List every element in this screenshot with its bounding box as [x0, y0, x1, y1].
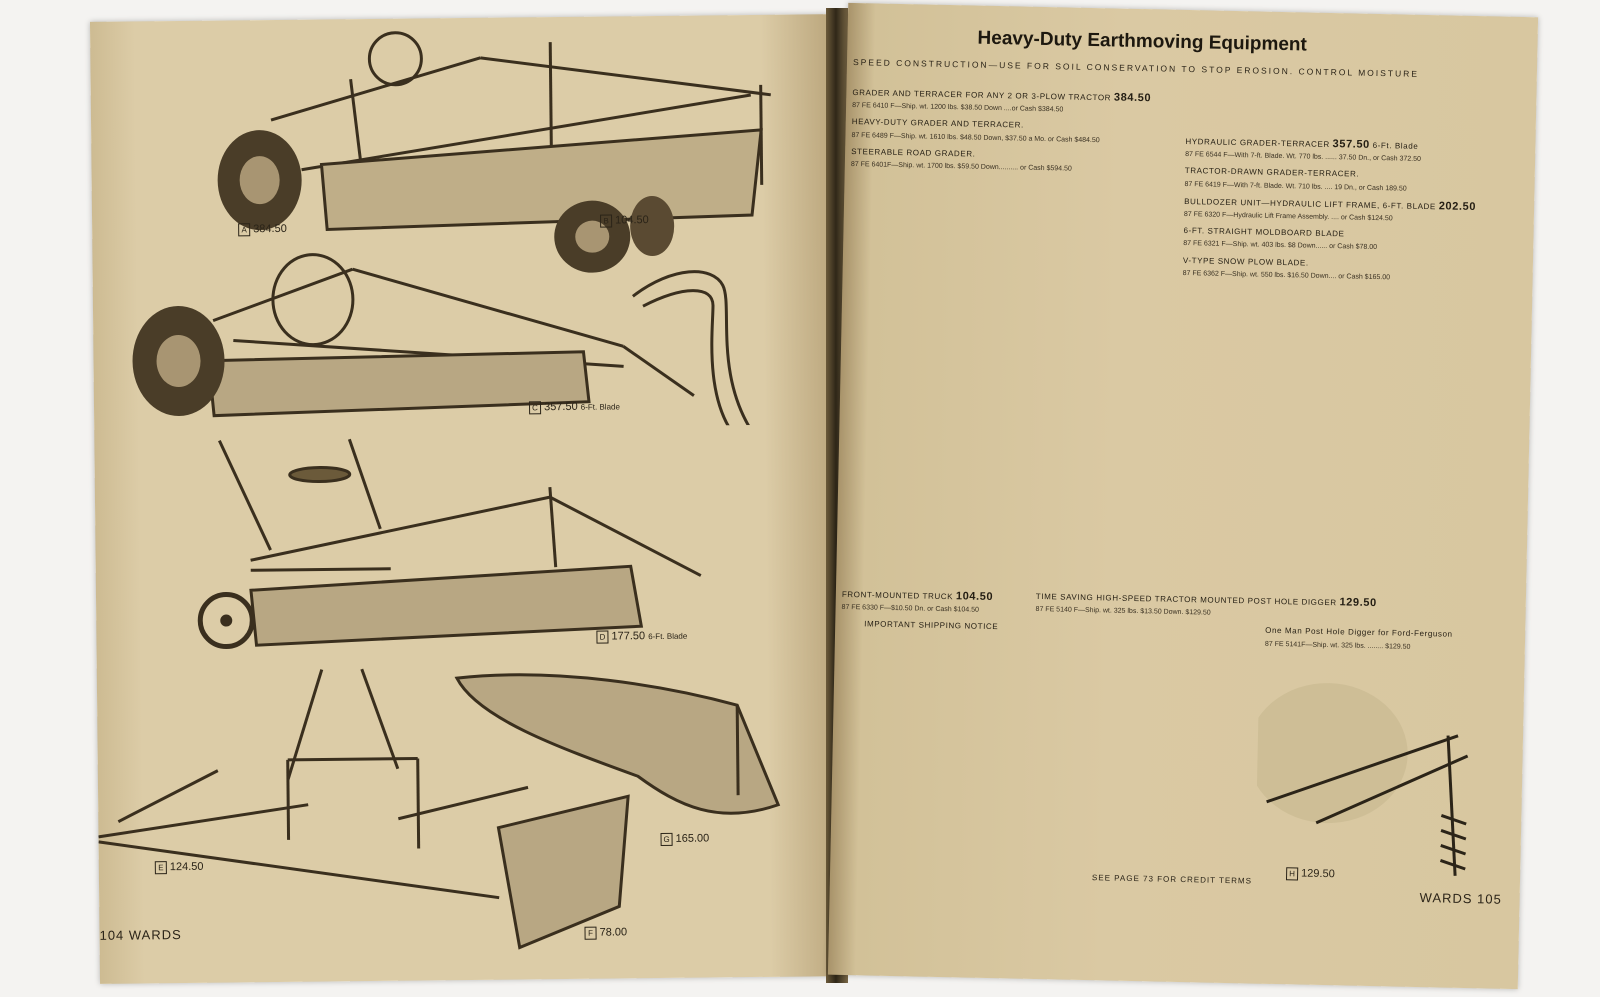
section-heading: TIME SAVING HIGH-SPEED TRACTOR MOUNTED POST HOLE DIGGER 129.50: [1035, 591, 1377, 610]
item-price-a: 384.50: [253, 222, 287, 236]
item-price-d: 177.50: [611, 630, 646, 643]
post-hole-digger-column: [1035, 585, 1496, 654]
item-price-h: 129.50: [1300, 867, 1335, 881]
item-label-e: [155, 861, 204, 875]
item-label-h: [1286, 867, 1335, 881]
snow-plow-illustration: [437, 655, 799, 839]
order-line: 87 FE 6419 F—With 7-ft. Blade. Wt. 710 lbs. .... 19 Dn., or Cash 189.50: [1184, 180, 1407, 193]
section-heading: GRADER AND TERRACER FOR ANY 2 OR 3-PLOW TRACTOR 384.50: [852, 87, 1152, 105]
right-page: [828, 3, 1538, 989]
item-key-c: C: [529, 401, 541, 414]
item-label-d: [596, 630, 687, 644]
section-heading: TRACTOR-DRAWN GRADER-TERRACER.: [1184, 166, 1360, 180]
item-key-g: G: [661, 833, 673, 846]
credit-terms-note: SEE PAGE 73 FOR CREDIT TERMS: [1091, 873, 1253, 886]
item-price-e: 124.50: [169, 860, 204, 874]
item-price-c: 357.50: [543, 400, 578, 414]
item-price-g: 165.00: [675, 832, 710, 845]
order-line: 87 FE 5141F—Ship. wt. 325 lbs. ........ $129.50: [1264, 640, 1411, 651]
order-line: 87 FE 6410 F—Ship. wt. 1200 lbs. $38.50 Down ....or Cash $384.50: [852, 102, 1064, 114]
item-key-b: B: [600, 214, 612, 227]
item-key-e: E: [155, 861, 167, 874]
post-hole-digger-illustration: [1255, 672, 1519, 887]
section-heading: 6-FT. STRAIGHT MOLDBOARD BLADE: [1183, 226, 1345, 239]
order-line: 87 FE 6489 F—Ship. wt. 1610 lbs. $48.50 Down, $37.50 a Mo. or Cash $484.50: [851, 131, 1100, 144]
order-line: 87 FE 5140 F—Ship. wt. 325 lbs. $13.50 Down. $129.50: [1035, 606, 1211, 617]
road-grader-illustration: [189, 425, 751, 651]
right-text-column: [1176, 130, 1505, 587]
section-heading: HYDRAULIC GRADER-TERRACER 357.50 6-Ft. Blade: [1185, 136, 1419, 151]
section-heading: IMPORTANT SHIPPING NOTICE: [864, 619, 999, 632]
section-heading: HEAVY-DUTY GRADER AND TERRACER.: [851, 117, 1024, 130]
section-heading: STEERABLE ROAD GRADER.: [851, 146, 976, 159]
order-line: 87 FE 6544 F—With 7-ft. Blade. Wt. 770 lbs. ...... 37.50 Dn., or Cash 372.50: [1185, 151, 1421, 164]
item-note-c: 6-Ft. Blade: [580, 402, 620, 412]
page-title: Heavy-Duty Earthmoving Equipment: [977, 27, 1308, 56]
order-line: 87 FE 6330 F—$10.50 Dn. or Cash $104.50: [841, 604, 980, 614]
section-heading: One Man Post Hole Digger for Ford-Ferguson: [1265, 626, 1453, 640]
truck-column: [841, 583, 1022, 636]
section-heading: BULLDOZER UNIT—HYDRAULIC LIFT FRAME, 6-FT. BLADE 202.50: [1184, 196, 1477, 213]
item-key-a: A: [238, 223, 250, 236]
item-note-d: 6-Ft. Blade: [648, 631, 688, 642]
section-heading: FRONT-MOUNTED TRUCK 104.50: [841, 589, 994, 604]
item-label-c: [529, 400, 620, 414]
item-key-d: D: [596, 631, 608, 644]
section-heading: V-TYPE SNOW PLOW BLADE.: [1182, 255, 1309, 268]
order-line: 87 FE 6320 F—Hydraulic Lift Frame Assembly. .... or Cash $124.50: [1183, 210, 1393, 223]
order-line: 87 FE 6401F—Ship. wt. 1700 lbs. $59.50 Down.......... or Cash $594.50: [850, 160, 1072, 173]
left-text-column: [842, 81, 1182, 588]
item-price-f: 78.00: [599, 926, 628, 939]
item-key-h: H: [1286, 867, 1298, 880]
item-price-b: 104.50: [615, 214, 649, 227]
left-page-footer: 104 WARDS: [99, 927, 182, 943]
item-label-g: [661, 832, 710, 846]
order-line: 87 FE 6362 F—Ship. wt. 550 lbs. $16.50 Down.... or Cash $165.00: [1182, 269, 1391, 282]
hydraulic-grader-illustration: [112, 222, 774, 432]
item-key-f: F: [584, 927, 596, 940]
right-page-footer: WARDS 105: [1419, 890, 1503, 907]
order-line: 87 FE 6321 F—Ship. wt. 403 lbs. $8 Down...... or Cash $78.00: [1183, 240, 1378, 252]
item-label-f: [584, 926, 627, 939]
page-subtitle: SPEED CONSTRUCTION—USE FOR SOIL CONSERVATION TO STOP EROSION. CONTROL MOISTURE: [852, 56, 1420, 79]
left-page: [90, 14, 845, 984]
